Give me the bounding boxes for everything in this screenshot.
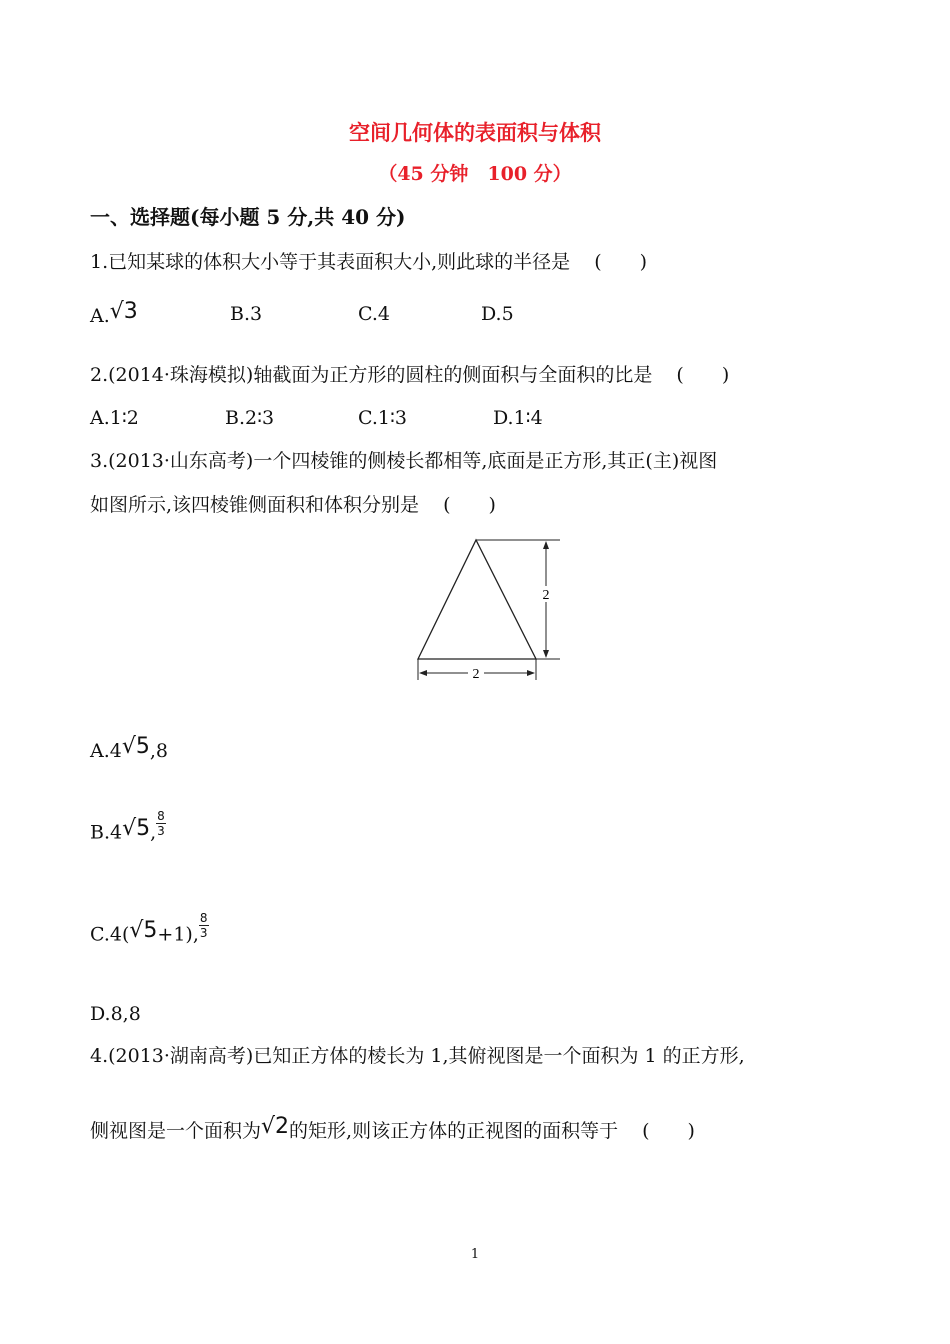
q3-option-b [90,809,166,847]
height-arrow-top [543,541,549,549]
section-heading: 一、选择题(每小题 5 分,共 40 分) [90,205,406,229]
question-1-answer-paren: ( ) [594,251,648,273]
q1-option-b: B.3 [230,303,263,325]
question-4-text-a: 侧视图是一个面积为 [90,1120,262,1142]
q1-option-c: C.4 [358,303,390,325]
question-2-stem [90,366,729,385]
height-label: 2 [542,588,550,603]
fraction-numerator: 8 [157,809,165,823]
q2-option-d: D.1∶4 [493,407,543,429]
front-view-triangle [418,540,536,659]
width-arrow-left [419,670,427,676]
q2-option-b: B.2∶3 [225,407,275,429]
question-2-text: 2.(2014·珠海模拟)轴截面为正方形的圆柱的侧面积与全面积的比是 [90,364,653,386]
question-4-stem-line-2 [90,1114,695,1142]
fraction-8-3 [156,810,166,837]
question-2-answer-paren: ( ) [676,364,730,386]
q3-option-c [90,911,209,949]
question-2-options [0,409,950,435]
height-arrow-bottom [543,650,549,658]
question-1-options [0,299,950,335]
question-3-answer-paren: ( ) [443,494,496,516]
width-label: 2 [472,667,480,682]
q3-option-c-suffix: +1), [157,923,199,946]
question-1-text: 1.已知某球的体积大小等于其表面积大小,则此球的半径是 [90,251,571,273]
front-view-figure [410,534,570,684]
sqrt-5: √5 [129,917,158,943]
sqrt-5: √5 [122,815,151,841]
q3-option-b-suffix: , [150,821,157,844]
question-1-stem [90,253,647,272]
fraction-numerator: 8 [199,911,208,925]
q1-option-d: D.5 [481,303,514,325]
q3-option-a [90,734,169,762]
page-number: 1 [470,1247,480,1262]
q3-option-c-prefix: C.4( [90,923,130,946]
page-subtitle: （45 分钟 100 分） [378,163,572,185]
sqrt-3: √3 [109,299,138,324]
width-arrow-right [527,670,535,676]
fraction-denominator: 3 [157,824,165,838]
q1-option-a [90,299,138,327]
q3-option-b-prefix: B.4 [90,821,123,844]
question-3-stem-line-1: 3.(2013·山东高考)一个四棱锥的侧棱长都相等,底面是正方形,其正(主)视图 [90,450,718,472]
question-3-text: 如图所示,该四棱锥侧面积和体积分别是 [90,494,420,516]
question-4-stem-line-1: 4.(2013·湖南高考)已知正方体的棱长为 1,其俯视图是一个面积为 1 的正方形, [90,1045,745,1067]
question-4-text-b: 的矩形,则该正方体的正视图的面积等于 [289,1120,619,1142]
q3-option-a-prefix: A.4 [90,740,122,762]
q3-option-a-suffix: ,8 [149,740,169,762]
fraction-8-3 [199,912,209,939]
fraction-denominator: 3 [199,926,208,940]
q2-option-a: A.1∶2 [90,407,139,429]
q2-option-c: C.1∶3 [358,407,408,429]
sqrt-5: √5 [121,734,150,759]
question-4-answer-paren: ( ) [642,1120,695,1142]
sqrt-2: √2 [261,1114,290,1139]
question-3-stem-line-2 [90,496,496,515]
q1-option-a-label: A. [90,305,110,327]
page-title: 空间几何体的表面积与体积 [349,120,601,145]
q3-option-d: D.8,8 [90,1003,141,1025]
